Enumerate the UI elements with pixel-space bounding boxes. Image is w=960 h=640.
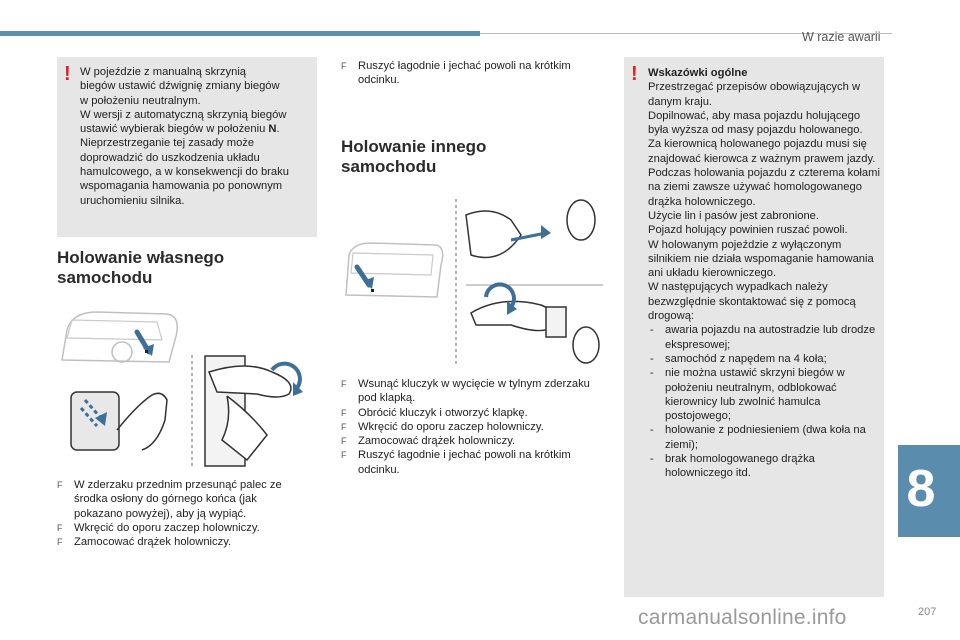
watermark: carmanualsonline.info bbox=[638, 606, 847, 629]
list-item: F Wsunąć kluczyk w wycięcie w tylnym zderzaku pod klapką. bbox=[341, 378, 590, 405]
rear-bumper-illustration bbox=[341, 195, 603, 370]
van-front-sketch bbox=[62, 312, 177, 362]
warning-exclamation-icon: ! bbox=[631, 63, 638, 85]
list-item: F Wkręcić do oporu zaczep holowniczy. bbox=[57, 521, 260, 534]
other-vehicle-steps bbox=[341, 377, 603, 477]
list-item: F Obrócić kluczyk i otworzyć klapkę. bbox=[341, 406, 528, 419]
list-item: F W zderzaku przednim przesunąć palec ze środka osłony do górnego końca (jak pokazano powyżej), aby ją wypiąć. bbox=[57, 479, 282, 520]
list-item: F Zamocować drążek holowniczy. bbox=[341, 435, 516, 448]
list-item: F Ruszyć łagodnie i jechać powoli na krótkim odcinku. bbox=[341, 449, 571, 476]
page-number: 207 bbox=[918, 606, 937, 618]
front-bumper-illustration bbox=[57, 300, 317, 470]
list-item: F Zamocować drążek holowniczy. bbox=[57, 536, 232, 549]
heading-other-vehicle: Holowanie innego samochodu bbox=[341, 137, 487, 176]
towing-eye-rear-sketch bbox=[471, 284, 599, 363]
header-accent-bar bbox=[0, 31, 480, 36]
heading-own-vehicle: Holowanie własnego samochodu bbox=[57, 248, 225, 287]
bumper-cover-hand bbox=[71, 392, 167, 450]
list-item: - nie można ustawić skrzyni biegów w położeniu neutralnym, odblokować kierownicy lub zwolnić hamulca postojowego; bbox=[650, 367, 845, 423]
warning-text: W pojeździe z manualną skrzynią biegów ustawić dźwignię zmiany biegów w położeniu neutralnym. W wersji z automatyczną skrzynią biegów ustawić wybierak biegów w położeniu N. Nieprzestrzeganie tej zasady może doprowadzić do uszkodzenia układu hamulcowego, a w konsekwencji do braku wspomagania hamowania po ponownym uruchomieniu silnika. bbox=[80, 66, 289, 207]
list-item: - brak homologowanego drążka holowniczego itd. bbox=[650, 453, 815, 480]
section-title: W razie awarii bbox=[802, 30, 881, 44]
key-in-slot-sketch bbox=[466, 200, 595, 258]
middle-top-steps bbox=[341, 59, 603, 88]
general-tips-text: Wskazówki ogólne Przestrzegać przepisów obowiązujących w danym kraju. Dopilnować, aby masa pojazdu holującego była wyższa od masy pojazdu holowanego. Za kierownicą holowanego pojazdu musi się znajdować kierowca z ważnym prawem jazdy. Podczas holowania pojazdu z czterema kołami na ziemi zawsze używać homologowanego drążka holowniczego. Użycie lin i pasów jest zabronione. Pojazd holujący powinien ruszać powoli. W holowanym pojeździe z wyłączonym silnikiem nie działa wspomaganie hamowania ani układu kierowniczego. W następujących wypadkach należy bezwzględnie skontaktować się z pomocą drogową: - awaria pojazdu na autostradzie lub drodze ekspresowej; - samochód z napędem na 4 koła; - nie można ustawić skrzyni biegów w położeniu neutralnym, odblokować kierownicy lub zwolnić hamulca postojowego; - holowanie z podniesieniem (dwa koła na ziemi); - brak homologowanego drążka holowniczego itd. bbox=[648, 67, 880, 480]
gear-position-letter: N bbox=[268, 123, 277, 136]
warning-exclamation-icon: ! bbox=[64, 63, 71, 85]
list-item: - awaria pojazdu na autostradzie lub drodze ekspresowej; bbox=[650, 324, 876, 351]
towing-eye-sketch bbox=[205, 356, 303, 466]
chapter-number: 8 bbox=[906, 460, 936, 518]
own-vehicle-steps bbox=[57, 478, 307, 549]
list-item: - holowanie z podniesieniem (dwa koła na ziemi); bbox=[650, 424, 866, 451]
list-item: F Ruszyć łagodnie i jechać powoli na krótkim odcinku. bbox=[341, 60, 571, 87]
general-tips-title: Wskazówki ogólne bbox=[648, 67, 748, 79]
chapter-tab bbox=[898, 445, 960, 537]
list-item: - samochód z napędem na 4 koła; bbox=[650, 352, 827, 365]
van-rear-sketch bbox=[346, 243, 443, 297]
list-item: F Wkręcić do oporu zaczep holowniczy. bbox=[341, 420, 544, 433]
